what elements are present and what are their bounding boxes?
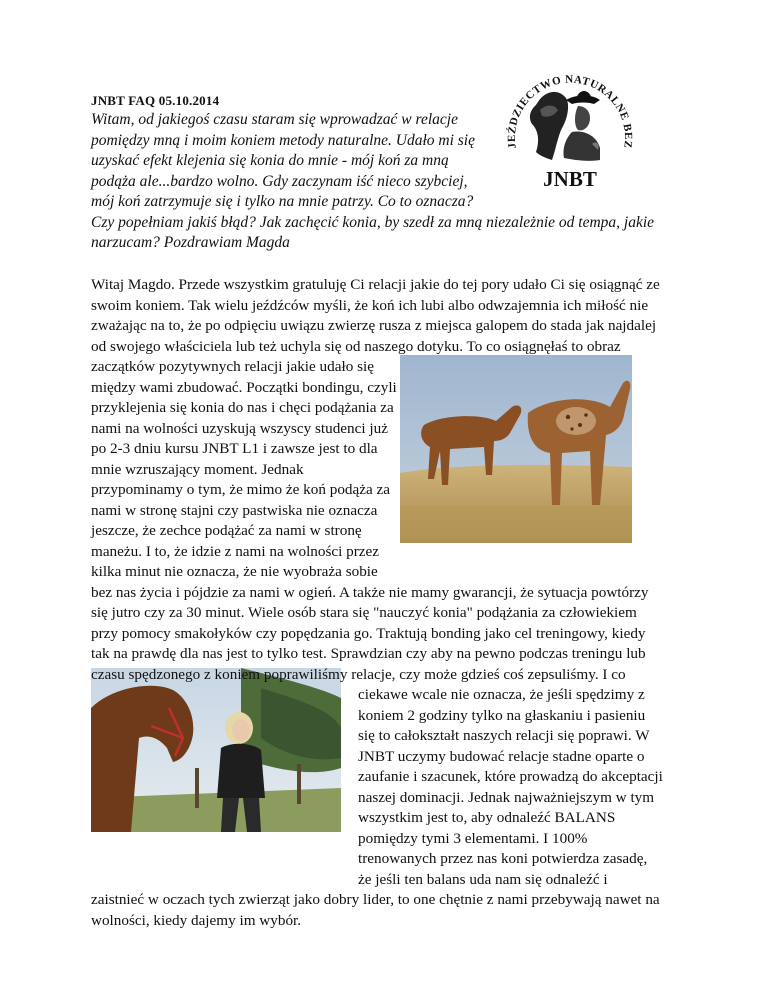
answer-line: tak na prawdę dla nas jest to tylko test. Sprawdzian czy aby na pewno podczas treningu lub xyxy=(91,645,646,662)
question-line: narzucam? Pozdrawiam Magda xyxy=(91,234,290,251)
answer-line: ciekawe wcale nie oznacza, że jeśli spędzimy z xyxy=(358,686,645,703)
question-line: Czy popełniam jakiś błąd? Jak zachęcić konia, by szedł za mną niezależnie od tempa, jakie xyxy=(91,213,655,231)
answer-line: przy pomocy smakołyków czy popędzania go. Traktują bonding jako cel treningowy, kiedy xyxy=(91,624,646,642)
horse-woman-photo xyxy=(91,668,341,832)
answer-line: się to całokształt naszych relacji się poprawi. W xyxy=(358,727,650,744)
answer-line: przypominamy o tym, że mimo że koń podąża za xyxy=(91,481,391,498)
answer-line: zaufanie i szacunek, które prowadzą do akceptacji xyxy=(358,768,663,785)
question-line: podąża ale...bardzo wolno. Gdy zaczynam iść nieco szybciej, xyxy=(91,172,468,190)
answer-line: jeszcze, że zechce podążać za nami w stronę xyxy=(91,522,362,539)
page-header-title: JNBT FAQ 05.10.2014 xyxy=(91,93,220,108)
answer-line: bez nas życia i pójdzie za nami w ogień. A także nie mamy gwarancji, że sytuacja powtórzy xyxy=(91,583,649,601)
answer-line: wolności, kiedy dajemy im wybór. xyxy=(91,911,302,929)
answer-line: czasu spędzonego z koniem poprawiliśmy relacje, czy może gdzieś coś zepsuliśmy. I co xyxy=(91,665,626,683)
answer-line: maneżu. I to, że idzie z nami na wolności przez xyxy=(91,542,380,560)
answer-line: zaistnieć w oczach tych zwierząt jako dobry lider, to one chętnie z nami przebywają nawet na xyxy=(91,891,660,908)
logo-arc-text: JEŹDZIECTWO NATURALNE BEZ xyxy=(505,73,635,150)
answer-line: przyklejenia się konia do nas i chęci podążania za xyxy=(91,399,394,416)
answer-line: po 2-3 dniu kursu JNBT L1 i zawsze jest to dla xyxy=(91,440,378,457)
answer-line: od swojego właściciela lub też uchyla się od naszego dotyku. To co osiągnęłaś to obraz xyxy=(91,337,621,355)
answer-line: zważając na to, że po odpięciu uwiązu zwierzę rusza z miejsca galopem do stada jak najdalej xyxy=(91,317,657,334)
answer-line: JNBT uczymy budować relacje stadne oparte o xyxy=(358,747,645,765)
answer-line: mnie wzruszający moment. Jednak xyxy=(91,460,304,478)
answer-line: swoim koniem. Tak wielu jeźdźców myśli, że koń ich lubi albo odwzajemnia ich miłość nie xyxy=(91,296,649,314)
answer-line: naszej dominacji. Jednak najważniejszym w tym xyxy=(358,788,655,806)
answer-line: Witaj Magdo. Przede wszystkim gratuluję Ci relacji jakie do tej pory udało Ci się osiągnąć ze xyxy=(91,276,660,293)
answer-line: zaczątków pozytywnych relacji jakie udało się xyxy=(91,358,374,375)
logo-letters: JNBT xyxy=(543,167,597,191)
answer-line: że jeśli ten balans uda nam się odnaleźć i xyxy=(358,870,608,888)
answer-line: kilka minut nie oznacza, że nie wyobraża sobie xyxy=(91,563,378,580)
question-line: uzyskać efekt klejenia się konia do mnie - mój koń za mną xyxy=(91,152,449,169)
question-line: mój koń zatrzymuje się i tylko na mnie patrzy. Co to oznacza? xyxy=(91,193,474,210)
answer-line: między wami zbudować. Początki bondingu, czyli xyxy=(91,378,397,396)
question-line: pomiędzy mną i moim koniem metody naturalne. Udało mi się xyxy=(91,131,475,149)
answer-line: trenowanych przez nas koni potwierdza zasadę, xyxy=(358,850,648,867)
answer-line: wszystkim jest to, aby odnaleźć BALANS xyxy=(358,809,616,826)
horses-field-photo xyxy=(400,355,632,543)
answer-line: nami w stronę stajni czy pastwiska nie oznacza xyxy=(91,501,378,519)
answer-line: pomiędzy tymi 3 elementami. I 100% xyxy=(358,829,588,847)
answer-line: koniem 2 godziny tylko na głaskaniu i pasieniu xyxy=(358,706,646,724)
question-text xyxy=(91,110,711,254)
answer-line: się jutro czy za 30 minut. Wiele osób stara się "nauczyć konia" podążania za człowiekiem xyxy=(91,604,637,621)
answer-line: nami na wolności uzyskują wszyscy studenci już xyxy=(91,419,388,437)
question-line: Witam, od jakiegoś czasu staram się wprowadzać w relacje xyxy=(91,111,458,128)
